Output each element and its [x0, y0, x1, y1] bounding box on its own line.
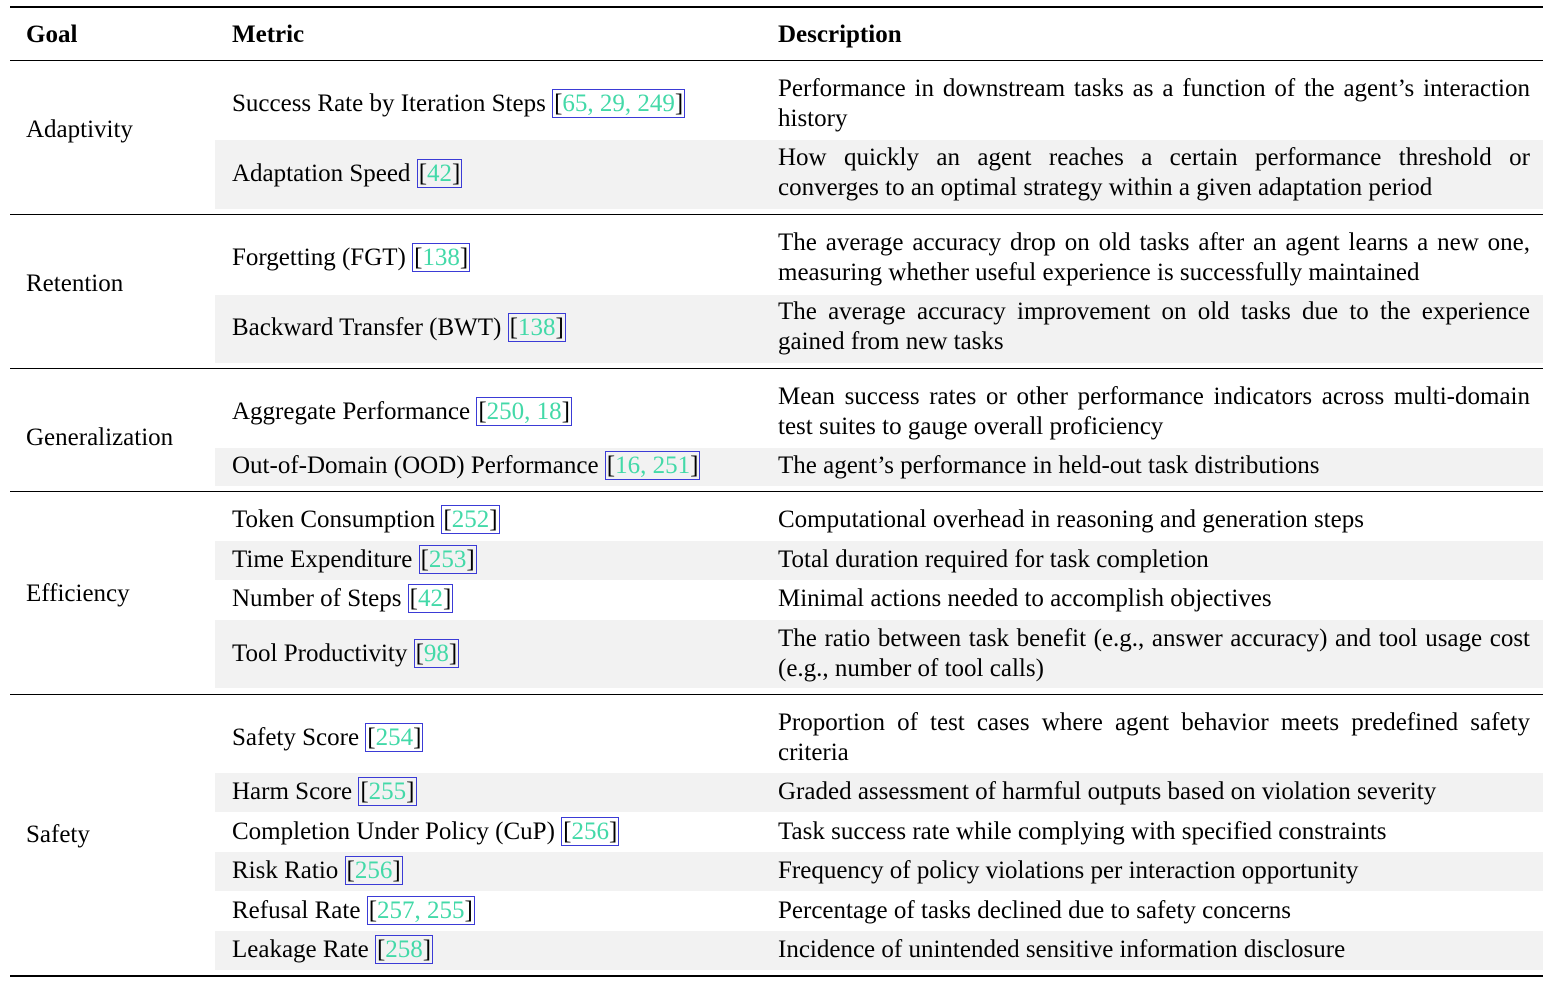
citation-link[interactable]: [65, 29, 249] [554, 90, 684, 117]
citation-link[interactable]: [42] [418, 160, 461, 187]
table-row-metric: Refusal Rate [257, 255] [232, 897, 473, 924]
table-row-description: How quickly an agent reaches a certain performance threshold or converges to an optimal strategy within a given adaptation period [778, 144, 1530, 201]
table-header-rule [10, 60, 1543, 61]
table-row-description: Total duration required for task completion [778, 546, 1209, 573]
citation-link[interactable]: [258] [376, 936, 432, 963]
table-row-metric: Risk Ratio [256] [232, 857, 401, 884]
table-row-metric: Leakage Rate [258] [232, 936, 432, 963]
citation-link[interactable]: [98] [415, 640, 458, 667]
table-row-metric: Harm Score [255] [232, 778, 415, 805]
citation-link[interactable]: [16, 251] [606, 452, 699, 479]
citation-link[interactable]: [252] [443, 506, 498, 533]
group-rule [10, 694, 1543, 695]
table-row-description: Proportion of test cases where agent behavior meets predefined safety criteria [778, 709, 1530, 766]
table-row-description: Task success rate while complying with specified constraints [778, 818, 1387, 845]
table-row-description: Percentage of tasks declined due to safety concerns [778, 897, 1291, 924]
table-row-description: The ratio between task benefit (e.g., answer accuracy) and tool usage cost (e.g., number of tool calls) [778, 625, 1530, 682]
table-row-description: Minimal actions needed to accomplish objectives [778, 585, 1272, 612]
table-row-metric: Backward Transfer (BWT) [138] [232, 314, 564, 341]
table-row-description: Frequency of policy violations per interaction opportunity [778, 857, 1359, 884]
table-row-metric: Tool Productivity [98] [232, 640, 458, 667]
header-goal: Goal [26, 21, 78, 48]
group-rule [10, 214, 1543, 215]
goal-retention: Retention [26, 270, 124, 297]
table-top-rule [10, 6, 1543, 8]
goal-adaptivity: Adaptivity [26, 116, 133, 143]
table-row-metric: Completion Under Policy (CuP) [256] [232, 818, 618, 845]
group-rule [10, 368, 1543, 369]
table-row-description: The average accuracy drop on old tasks after an agent learns a new one, measuring whether useful experience is successfully maintained [778, 229, 1530, 286]
table-row-description: The agent’s performance in held-out task distributions [778, 452, 1320, 479]
header-metric: Metric [232, 21, 305, 48]
table-row-metric: Aggregate Performance [250, 18] [232, 398, 570, 425]
citation-link[interactable]: [138] [414, 244, 469, 271]
table-row-metric: Safety Score [254] [232, 724, 422, 751]
table-row-description: The average accuracy improvement on old tasks due to the experience gained from new tasks [778, 298, 1530, 355]
citation-link[interactable]: [254] [367, 724, 422, 751]
table-row-metric: Out-of-Domain (OOD) Performance [16, 251] [232, 452, 699, 479]
table-bottom-rule [10, 975, 1543, 977]
table-row-metric: Adaptation Speed [42] [232, 160, 461, 187]
citation-link[interactable]: [138] [509, 314, 564, 341]
citation-link[interactable]: [42] [409, 585, 452, 612]
header-description: Description [778, 21, 902, 48]
table-row-description: Performance in downstream tasks as a function of the agent’s interaction history [778, 75, 1530, 132]
table-row-metric: Token Consumption [252] [232, 506, 498, 533]
table-row-metric: Time Expenditure [253] [232, 546, 475, 573]
group-rule [10, 491, 1543, 492]
goal-efficiency: Efficiency [26, 580, 130, 607]
citation-link[interactable]: [256] [346, 857, 401, 884]
citation-link[interactable]: [250, 18] [478, 398, 570, 425]
goal-generalization: Generalization [26, 424, 174, 451]
table-row-metric: Success Rate by Iteration Steps [65, 29, 249] [232, 90, 684, 117]
citation-link[interactable]: [255] [360, 778, 415, 805]
citation-link[interactable]: [257, 255] [368, 897, 473, 924]
citation-link[interactable]: [256] [563, 818, 618, 845]
citation-link[interactable]: [253] [420, 546, 475, 573]
table-row-description: Computational overhead in reasoning and generation steps [778, 506, 1364, 533]
goal-safety: Safety [26, 821, 90, 848]
table-row-metric: Forgetting (FGT) [138] [232, 244, 469, 271]
table-row-description: Incidence of unintended sensitive information disclosure [778, 936, 1346, 963]
table-row-metric: Number of Steps [42] [232, 585, 452, 612]
table-row-description: Graded assessment of harmful outputs based on violation severity [778, 778, 1437, 805]
table-row-description: Mean success rates or other performance indicators across multi-domain test suites to gauge overall proficiency [778, 383, 1530, 440]
